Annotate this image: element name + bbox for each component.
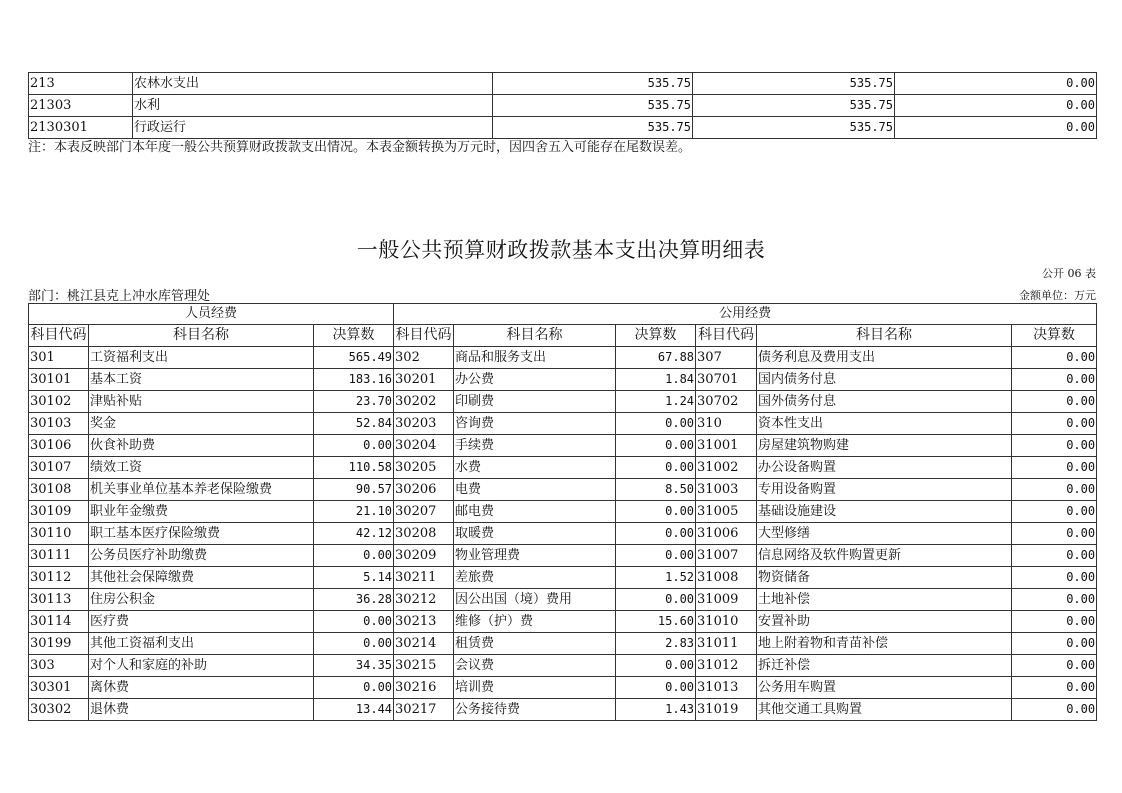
public-name: 差旅费: [454, 567, 616, 589]
amount-basic: 535.75: [693, 95, 895, 117]
subject-code: 213: [29, 73, 133, 95]
table-row: [29, 501, 1097, 523]
header-name: 科目名称: [757, 325, 1012, 347]
personnel-name: 医疗费: [89, 611, 314, 633]
header-code: 科目代码: [696, 325, 757, 347]
public-amount-2: 0.00: [1012, 611, 1097, 633]
public-code-2: 310: [696, 413, 757, 435]
table-note: 注：本表反映部门本年度一般公共预算财政拨款支出情况。本表金额转换为万元时，因四舍五入可能存在尾数误差。: [28, 140, 692, 155]
public-code: 30201: [394, 369, 454, 391]
public-name: 电费: [454, 479, 616, 501]
public-name: 取暖费: [454, 523, 616, 545]
public-code: 30213: [394, 611, 454, 633]
personnel-amount: 36.28: [314, 589, 394, 611]
table-row: [29, 545, 1097, 567]
public-amount-2: 0.00: [1012, 567, 1097, 589]
public-amount-2: 0.00: [1012, 633, 1097, 655]
public-amount-2: 0.00: [1012, 699, 1097, 721]
public-name: 咨询费: [454, 413, 616, 435]
amount-basic: 535.75: [693, 73, 895, 95]
personnel-name: 职业年金缴费: [89, 501, 314, 523]
personnel-name: 职工基本医疗保险缴费: [89, 523, 314, 545]
table-row: [29, 523, 1097, 545]
table-row: [29, 633, 1097, 655]
personnel-name: 工资福利支出: [89, 347, 314, 369]
public-name-2: 专用设备购置: [757, 479, 1012, 501]
public-amount-2: 0.00: [1012, 545, 1097, 567]
personnel-name: 其他工资福利支出: [89, 633, 314, 655]
personnel-code: 30301: [29, 677, 89, 699]
table-row: [29, 677, 1097, 699]
public-code-2: 31002: [696, 457, 757, 479]
public-amount-2: 0.00: [1012, 677, 1097, 699]
column-header-row: [29, 325, 1097, 347]
public-code: 30215: [394, 655, 454, 677]
public-code: 30207: [394, 501, 454, 523]
personnel-amount: 0.00: [314, 435, 394, 457]
public-name: 印刷费: [454, 391, 616, 413]
header-amount: 决算数: [616, 325, 696, 347]
personnel-amount: 0.00: [314, 677, 394, 699]
public-amount-2: 0.00: [1012, 347, 1097, 369]
public-name-2: 土地补偿: [757, 589, 1012, 611]
personnel-code: 30112: [29, 567, 89, 589]
public-code-2: 31008: [696, 567, 757, 589]
public-name-2: 拆迁补偿: [757, 655, 1012, 677]
personnel-code: 30113: [29, 589, 89, 611]
personnel-name: 其他社会保障缴费: [89, 567, 314, 589]
header-name: 科目名称: [454, 325, 616, 347]
public-amount-2: 0.00: [1012, 369, 1097, 391]
public-code: 30206: [394, 479, 454, 501]
public-code-2: 31019: [696, 699, 757, 721]
personnel-code: 30302: [29, 699, 89, 721]
personnel-name: 离休费: [89, 677, 314, 699]
personnel-amount: 0.00: [314, 611, 394, 633]
public-amount: 8.50: [616, 479, 696, 501]
table-row: [29, 413, 1097, 435]
table-row: [29, 655, 1097, 677]
public-name: 办公费: [454, 369, 616, 391]
header-amount: 决算数: [314, 325, 394, 347]
public-code-2: 31013: [696, 677, 757, 699]
public-amount: 1.52: [616, 567, 696, 589]
public-name-2: 房屋建筑物购建: [757, 435, 1012, 457]
personnel-amount: 0.00: [314, 545, 394, 567]
public-amount: 0.00: [616, 435, 696, 457]
personnel-amount: 110.58: [314, 457, 394, 479]
public-amount: 67.88: [616, 347, 696, 369]
group-public: 公用经费: [394, 304, 1097, 325]
personnel-name: 住房公积金: [89, 589, 314, 611]
public-code: 30208: [394, 523, 454, 545]
personnel-code: 30108: [29, 479, 89, 501]
public-code-2: 307: [696, 347, 757, 369]
public-name-2: 基础设施建设: [757, 501, 1012, 523]
group-personnel: 人员经费: [29, 304, 394, 325]
public-amount: 0.00: [616, 413, 696, 435]
public-name-2: 物资储备: [757, 567, 1012, 589]
public-code-2: 31012: [696, 655, 757, 677]
personnel-name: 公务员医疗补助缴费: [89, 545, 314, 567]
public-name-2: 地上附着物和青苗补偿: [757, 633, 1012, 655]
public-name: 商品和服务支出: [454, 347, 616, 369]
public-name: 物业管理费: [454, 545, 616, 567]
header-name: 科目名称: [89, 325, 314, 347]
expenditure-detail-table: [28, 303, 1097, 721]
personnel-amount: 13.44: [314, 699, 394, 721]
public-amount-2: 0.00: [1012, 655, 1097, 677]
public-amount-2: 0.00: [1012, 501, 1097, 523]
personnel-code: 30111: [29, 545, 89, 567]
header-code: 科目代码: [394, 325, 454, 347]
public-code: 30214: [394, 633, 454, 655]
personnel-amount: 183.16: [314, 369, 394, 391]
public-amount-2: 0.00: [1012, 435, 1097, 457]
amount-unit-label: 金额单位：万元: [1019, 289, 1096, 302]
public-name-2: 办公设备购置: [757, 457, 1012, 479]
amount-basic: 535.75: [693, 117, 895, 139]
personnel-name: 奖金: [89, 413, 314, 435]
public-code: 30212: [394, 589, 454, 611]
personnel-amount: 565.49: [314, 347, 394, 369]
personnel-name: 基本工资: [89, 369, 314, 391]
group-header-row: [29, 304, 1097, 325]
public-amount-2: 0.00: [1012, 391, 1097, 413]
public-code-2: 30702: [696, 391, 757, 413]
public-name: 水费: [454, 457, 616, 479]
personnel-code: 30110: [29, 523, 89, 545]
public-amount-2: 0.00: [1012, 523, 1097, 545]
personnel-amount: 90.57: [314, 479, 394, 501]
personnel-name: 津贴补贴: [89, 391, 314, 413]
personnel-name: 退休费: [89, 699, 314, 721]
personnel-amount: 42.12: [314, 523, 394, 545]
table-row: [29, 391, 1097, 413]
public-name-2: 大型修缮: [757, 523, 1012, 545]
personnel-amount: 5.14: [314, 567, 394, 589]
personnel-amount: 21.10: [314, 501, 394, 523]
subject-name: 农林水支出: [133, 73, 493, 95]
personnel-code: 301: [29, 347, 89, 369]
department-label: 部门：桃江县克上冲水库管理处: [28, 289, 211, 304]
subject-code: 21303: [29, 95, 133, 117]
public-name-2: 安置补助: [757, 611, 1012, 633]
subject-name: 行政运行: [133, 117, 493, 139]
subject-code: 2130301: [29, 117, 133, 139]
public-amount-2: 0.00: [1012, 457, 1097, 479]
personnel-code: 30199: [29, 633, 89, 655]
amount-total: 535.75: [493, 73, 693, 95]
public-name-2: 公务用车购置: [757, 677, 1012, 699]
form-number: 公开 06 表: [1042, 267, 1096, 280]
public-name-2: 债务利息及费用支出: [757, 347, 1012, 369]
public-name-2: 信息网络及软件购置更新: [757, 545, 1012, 567]
public-code-2: 31011: [696, 633, 757, 655]
summary-row: [29, 95, 1097, 117]
public-amount: 2.83: [616, 633, 696, 655]
public-name-2: 国外债务付息: [757, 391, 1012, 413]
public-amount: 0.00: [616, 677, 696, 699]
table-row: [29, 347, 1097, 369]
header-amount: 决算数: [1012, 325, 1097, 347]
public-amount: 0.00: [616, 501, 696, 523]
public-amount: 0.00: [616, 545, 696, 567]
table-row: [29, 699, 1097, 721]
personnel-code: 30101: [29, 369, 89, 391]
personnel-code: 30106: [29, 435, 89, 457]
personnel-name: 机关事业单位基本养老保险缴费: [89, 479, 314, 501]
public-name: 公务接待费: [454, 699, 616, 721]
public-name: 培训费: [454, 677, 616, 699]
public-name-2: 资本性支出: [757, 413, 1012, 435]
table-row: [29, 435, 1097, 457]
personnel-code: 30103: [29, 413, 89, 435]
public-code: 302: [394, 347, 454, 369]
amount-project: 0.00: [895, 117, 1097, 139]
public-name: 租赁费: [454, 633, 616, 655]
table-row: [29, 611, 1097, 633]
top-summary-table: [28, 72, 1097, 139]
public-code-2: 31007: [696, 545, 757, 567]
public-name: 维修（护）费: [454, 611, 616, 633]
summary-row: [29, 73, 1097, 95]
public-amount-2: 0.00: [1012, 413, 1097, 435]
public-code-2: 31003: [696, 479, 757, 501]
public-name: 会议费: [454, 655, 616, 677]
page-title: 一般公共预算财政拨款基本支出决算明细表: [356, 238, 766, 262]
amount-total: 535.75: [493, 117, 693, 139]
personnel-name: 对个人和家庭的补助: [89, 655, 314, 677]
personnel-amount: 52.84: [314, 413, 394, 435]
public-name-2: 其他交通工具购置: [757, 699, 1012, 721]
table-row: [29, 479, 1097, 501]
personnel-amount: 23.70: [314, 391, 394, 413]
public-name: 手续费: [454, 435, 616, 457]
public-code-2: 31006: [696, 523, 757, 545]
public-code: 30203: [394, 413, 454, 435]
public-amount: 0.00: [616, 523, 696, 545]
amount-project: 0.00: [895, 73, 1097, 95]
personnel-code: 30102: [29, 391, 89, 413]
table-row: [29, 369, 1097, 391]
public-code: 30209: [394, 545, 454, 567]
amount-project: 0.00: [895, 95, 1097, 117]
personnel-code: 30114: [29, 611, 89, 633]
public-amount: 1.84: [616, 369, 696, 391]
personnel-code: 30107: [29, 457, 89, 479]
personnel-code: 30109: [29, 501, 89, 523]
subject-name: 水利: [133, 95, 493, 117]
personnel-name: 伙食补助费: [89, 435, 314, 457]
public-code: 30202: [394, 391, 454, 413]
amount-total: 535.75: [493, 95, 693, 117]
public-code: 30216: [394, 677, 454, 699]
public-amount-2: 0.00: [1012, 479, 1097, 501]
table-row: [29, 457, 1097, 479]
public-code-2: 30701: [696, 369, 757, 391]
public-amount: 15.60: [616, 611, 696, 633]
public-name: 邮电费: [454, 501, 616, 523]
public-amount: 1.24: [616, 391, 696, 413]
personnel-code: 303: [29, 655, 89, 677]
public-code: 30217: [394, 699, 454, 721]
public-code-2: 31010: [696, 611, 757, 633]
public-code: 30205: [394, 457, 454, 479]
public-code-2: 31001: [696, 435, 757, 457]
public-code-2: 31005: [696, 501, 757, 523]
public-amount: 1.43: [616, 699, 696, 721]
header-code: 科目代码: [29, 325, 89, 347]
public-code: 30204: [394, 435, 454, 457]
public-name: 因公出国（境）费用: [454, 589, 616, 611]
personnel-name: 绩效工资: [89, 457, 314, 479]
public-name-2: 国内债务付息: [757, 369, 1012, 391]
personnel-amount: 0.00: [314, 633, 394, 655]
public-amount: 0.00: [616, 655, 696, 677]
public-amount: 0.00: [616, 457, 696, 479]
public-amount: 0.00: [616, 589, 696, 611]
table-row: [29, 589, 1097, 611]
table-row: [29, 567, 1097, 589]
personnel-amount: 34.35: [314, 655, 394, 677]
public-amount-2: 0.00: [1012, 589, 1097, 611]
public-code-2: 31009: [696, 589, 757, 611]
public-code: 30211: [394, 567, 454, 589]
